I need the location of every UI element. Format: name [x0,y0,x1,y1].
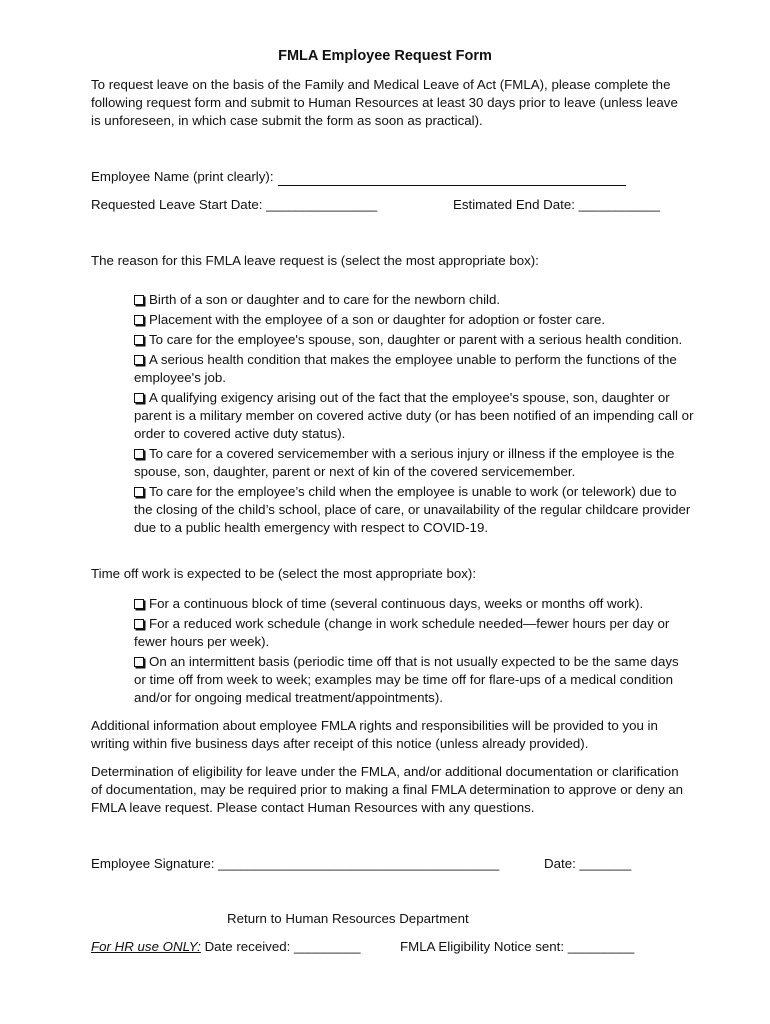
reason-option[interactable] [134,483,694,537]
intro-paragraph: To request leave on the basis of the Family and Medical Leave of Act (FMLA), please complete the following request form and submit to Human Resources at least 30 days prior to leave (unless leave is unforeseen, in which case submit the form as soon as practical). [91,77,678,128]
eligibility-notice-field[interactable]: FMLA Eligibility Notice sent: _________ [400,939,635,954]
time-text: For a reduced work schedule (change in work schedule needed—fewer hours per day or fewer hours per week). [134,616,670,649]
start-date-field[interactable]: Requested Leave Start Date: _______________ [91,197,378,212]
time-text: For a continuous block of time (several continuous days, weeks or months off work). [149,596,644,611]
reason-text: Placement with the employee of a son or daughter for adoption or foster care. [149,312,606,327]
time-option[interactable] [134,595,694,613]
determination-paragraph: Determination of eligibility for leave under the FMLA, and/or additional documentation or clarification of documentation, may be required prior to making a final FMLA determination to approve or deny an FMLA leave request. Please contact Human Resources with any questions. [91,764,684,815]
checkbox-icon[interactable] [134,315,144,325]
reason-option[interactable] [134,389,694,443]
reason-text: A serious health condition that makes the employee unable to perform the functions of the employee's job. [134,352,677,385]
checkbox-icon[interactable] [134,355,144,365]
reason-prompt: The reason for this FMLA leave request is (select the most appropriate box): [91,253,539,268]
employee-name-row [91,168,691,186]
time-text: On an intermittent basis (periodic time off that is not usually expected to be the same days or time off from week to week; examples may be time off for flare-ups of a medical condition and/or for ongoing medical treatment/appointments). [134,654,679,705]
checkbox-icon[interactable] [134,487,144,497]
reason-option[interactable] [134,291,694,309]
checkbox-icon[interactable] [134,335,144,345]
reason-checkbox-list [134,291,694,539]
checkbox-icon[interactable] [134,449,144,459]
reason-text: To care for the employee's spouse, son, daughter or parent with a serious health condition. [149,332,683,347]
form-title: FMLA Employee Request Form [278,48,492,64]
checkbox-icon[interactable] [134,295,144,305]
return-to-text: Return to Human Resources Department [227,911,469,926]
reason-text: To care for a covered servicemember with a serious injury or illness if the employee is the spouse, son, daughter, parent or next of kin of the covered servicemember. [134,446,675,479]
employee-name-field[interactable] [278,172,626,186]
employee-name-label: Employee Name (print clearly): [91,169,274,184]
reason-text: Birth of a son or daughter and to care for the newborn child. [149,292,501,307]
checkbox-icon[interactable] [134,599,144,609]
signature-field[interactable]: Employee Signature: ______________________________________ [91,856,500,871]
time-prompt: Time off work is expected to be (select the most appropriate box): [91,566,477,581]
reason-option[interactable] [134,445,694,481]
reason-option[interactable] [134,311,694,329]
reason-text: To care for the employee’s child when the employee is unable to work (or telework) due to the closing of the child’s school, place of care, or unavailability of the regular childcare provider due to a public health emergency with respect to COVID-19. [134,484,691,535]
date-received-field[interactable]: Date received: _________ [200,939,361,954]
time-option[interactable] [134,615,694,651]
additional-info-paragraph: Additional information about employee FMLA rights and responsibilities will be provided to you in writing within five business days after receipt of this notice (unless already provided). [91,718,658,751]
checkbox-icon[interactable] [134,393,144,403]
reason-text: A qualifying exigency arising out of the fact that the employee's spouse, son, daughter or parent is a military member on covered active duty (or has been notified of an impending call or order to covered active duty status). [134,390,694,441]
end-date-field[interactable]: Estimated End Date: ___________ [453,197,660,212]
checkbox-icon[interactable] [134,657,144,667]
time-option[interactable] [134,653,694,707]
time-checkbox-list [134,595,694,709]
hr-use-row [91,938,361,956]
reason-option[interactable] [134,351,694,387]
signature-date-field[interactable]: Date: _______ [544,856,632,871]
checkbox-icon[interactable] [134,619,144,629]
hr-use-label: For HR use ONLY: [91,939,201,954]
reason-option[interactable] [134,331,694,349]
